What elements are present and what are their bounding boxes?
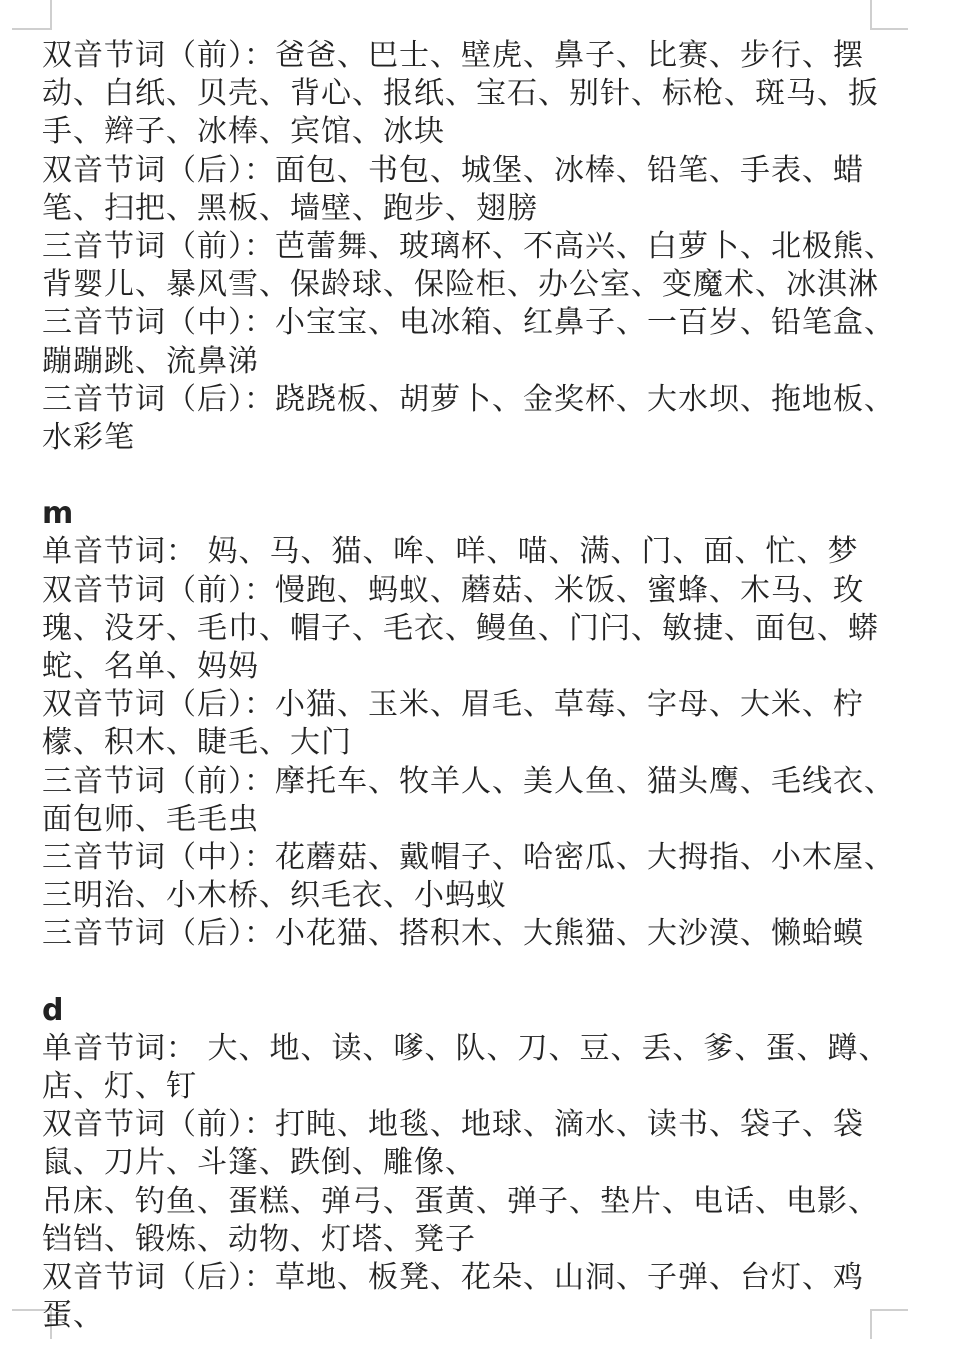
text-line: 三明治、小木桥、织毛衣、小蚂蚁 [42,878,507,914]
crop-mark-top-right [870,0,908,30]
text-line: 双音节词（后）：面包、书包、城堡、冰棒、铅笔、手表、蜡 [42,152,864,188]
text-line: 单音节词： 妈、马、猫、哞、咩、喵、满、门、面、忙、梦 [42,534,859,570]
text-line: 手、辫子、冰棒、宾馆、冰块 [42,114,445,150]
text-line: 檬、积木、睫毛、大门 [42,725,352,761]
blank-line [42,954,926,992]
text-line: 鼠、刀片、斗篷、跌倒、雕像、 [42,1145,476,1181]
text-line: 面包师、毛毛虫 [42,801,259,837]
text-line: 三音节词（前）：摩托车、牧羊人、美人鱼、猫头鹰、毛线衣、 [42,763,895,799]
text-line: 蹦蹦跳、流鼻涕 [42,343,259,379]
text-line: 动、白纸、贝壳、背心、报纸、宝石、别针、标枪、斑马、扳 [42,76,879,112]
text-line: 双音节词（前）：慢跑、蚂蚁、蘑菇、米饭、蜜蜂、木马、玫 [42,572,864,608]
text-line: 三音节词（中）：花蘑菇、戴帽子、哈密瓜、大拇指、小木屋、 [42,839,895,875]
text-line: 双音节词（前）：爸爸、巴士、壁虎、鼻子、比赛、步行、摆 [42,38,864,73]
text-line: 水彩笔 [42,419,135,455]
text-line: 三音节词（后）：跷跷板、胡萝卜、金奖杯、大水坝、拖地板、 [42,381,895,417]
section-heading-m: m [42,496,75,532]
document-body [42,37,926,1335]
crop-mark-top-left [12,0,52,30]
blank-line [42,457,926,495]
text-line: 背婴儿、暴风雪、保龄球、保险柜、办公室、变魔术、冰淇淋 [42,267,879,303]
text-line: 笔、扫把、黑板、墙壁、跑步、翅膀 [42,190,538,226]
text-line: 三音节词（后）：小花猫、搭积木、大熊猫、大沙漠、懒蛤蟆 [42,916,864,952]
text-line: 店、灯、钉 [42,1069,197,1105]
text-line: 瑰、没牙、毛巾、帽子、毛衣、鳗鱼、门闩、敏捷、面包、蟒 [42,610,879,646]
text-line: 蛋、 [42,1298,104,1334]
text-line: 蛇、名单、妈妈 [42,649,259,684]
text-line: 双音节词（后）：草地、板凳、花朵、山洞、子弹、台灯、鸡 [42,1260,864,1295]
text-line: 双音节词（后）：小猫、玉米、眉毛、草莓、字母、大米、柠 [42,687,864,723]
text-line: 双音节词（前）：打盹、地毯、地球、滴水、读书、袋子、袋 [42,1107,864,1143]
text-line: 吊床、钓鱼、蛋糕、弹弓、蛋黄、弹子、垫片、电话、电影、 [42,1183,879,1219]
text-line: 铛铛、锻炼、动物、灯塔、凳子 [42,1221,476,1257]
text-line: 三音节词（中）：小宝宝、电冰箱、红鼻子、一百岁、铅笔盒、 [42,305,895,341]
section-heading-d: d [42,992,65,1028]
text-line: 单音节词： 大、地、读、嗲、队、刀、豆、丢、爹、蛋、蹲、 [42,1030,890,1066]
text-line: 三音节词（前）：芭蕾舞、玻璃杯、不高兴、白萝卜、北极熊、 [42,228,895,264]
